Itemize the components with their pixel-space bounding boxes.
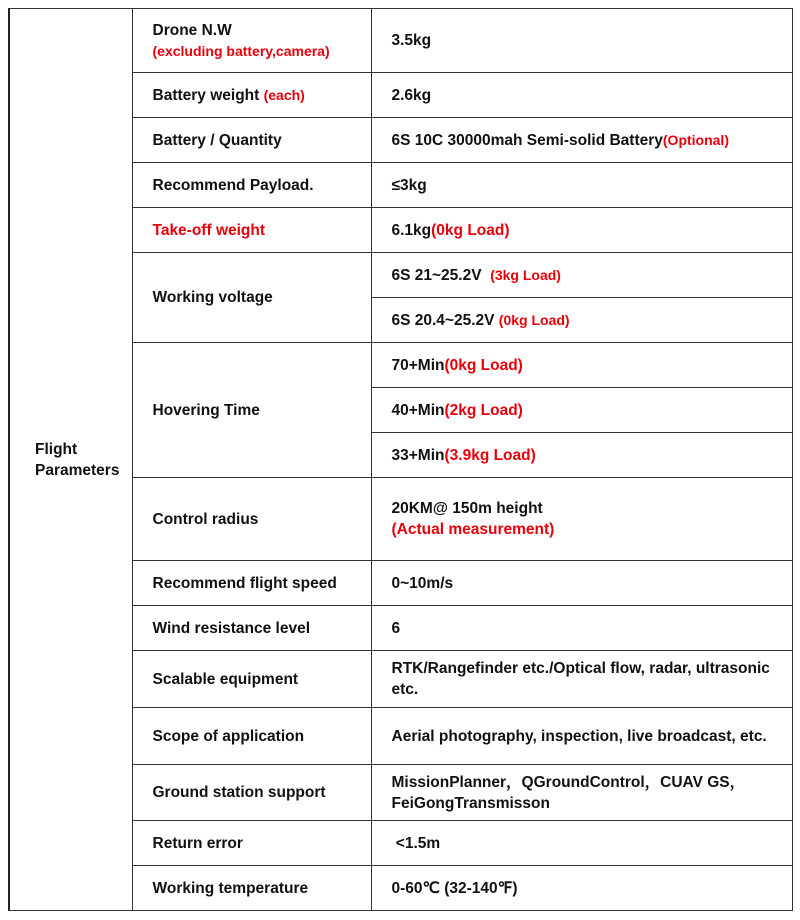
- value-note: (0kg Load): [498, 311, 570, 328]
- value: <1.5m: [371, 821, 792, 866]
- label: Battery weight: [152, 86, 264, 104]
- value: ≤3kg: [371, 163, 792, 208]
- value-cell: [371, 208, 792, 253]
- value-note: (0kg Load): [444, 356, 523, 374]
- value: 3.5kg: [371, 9, 792, 73]
- value: Aerial photography, inspection, live broadcast, etc.: [371, 708, 792, 765]
- value-cell: [371, 343, 792, 388]
- group-label: Flight Parameters: [9, 9, 132, 911]
- value-cell: [371, 118, 792, 163]
- value: 0~10m/s: [371, 561, 792, 606]
- value-note: (Actual measurement): [391, 521, 555, 538]
- label: Take-off weight: [132, 208, 371, 253]
- value-cell: [371, 253, 792, 298]
- value: MissionPlanner，QGroundControl，CUAV GS，FeiGongTransmisson: [371, 765, 792, 821]
- flight-parameters-table: [8, 8, 793, 911]
- label: Recommend Payload.: [132, 163, 371, 208]
- label-note: (excluding battery,camera): [152, 42, 330, 59]
- label: Ground station support: [132, 765, 371, 821]
- value: 33+Min: [391, 446, 445, 464]
- label: Hovering Time: [132, 343, 371, 478]
- value: 20KM@ 150m height: [391, 500, 543, 517]
- label: Wind resistance level: [132, 606, 371, 651]
- label: Scalable equipment: [132, 651, 371, 708]
- value: 6S 10C 30000mah Semi-solid Battery: [391, 131, 663, 149]
- label: Working voltage: [132, 253, 371, 343]
- value: 6: [371, 606, 792, 651]
- value-cell: [371, 298, 792, 343]
- value: 6.1kg: [391, 221, 432, 239]
- label: Working temperature: [132, 866, 371, 911]
- value: 0-60℃ (32-140℉): [371, 866, 792, 911]
- label: Control radius: [132, 478, 371, 561]
- label: Recommend flight speed: [132, 561, 371, 606]
- value-note: (2kg Load): [444, 401, 523, 419]
- value: RTK/Rangefinder etc./Optical flow, radar, ultrasonic etc.: [371, 651, 792, 708]
- label-cell: [132, 73, 371, 118]
- label: Drone N.W: [152, 21, 232, 39]
- value: 6S 20.4~25.2V: [391, 311, 499, 329]
- value: 6S 21~25.2V: [391, 266, 491, 284]
- value-cell: [371, 433, 792, 478]
- label-cell: [132, 9, 371, 73]
- label: Battery / Quantity: [132, 118, 371, 163]
- value-note: (0kg Load): [431, 221, 510, 239]
- value: 70+Min: [391, 356, 445, 374]
- label: Return error: [132, 821, 371, 866]
- value: 40+Min: [391, 401, 445, 419]
- value-note: (3.9kg Load): [444, 446, 536, 464]
- value-cell: [371, 388, 792, 433]
- label-note: (each): [263, 86, 305, 103]
- value: 2.6kg: [371, 73, 792, 118]
- value-cell: [371, 478, 792, 561]
- value-note: (3kg Load): [490, 266, 561, 283]
- row-drone-nw: [9, 9, 792, 73]
- value-note: (Optional): [662, 131, 729, 148]
- label: Scope of application: [132, 708, 371, 765]
